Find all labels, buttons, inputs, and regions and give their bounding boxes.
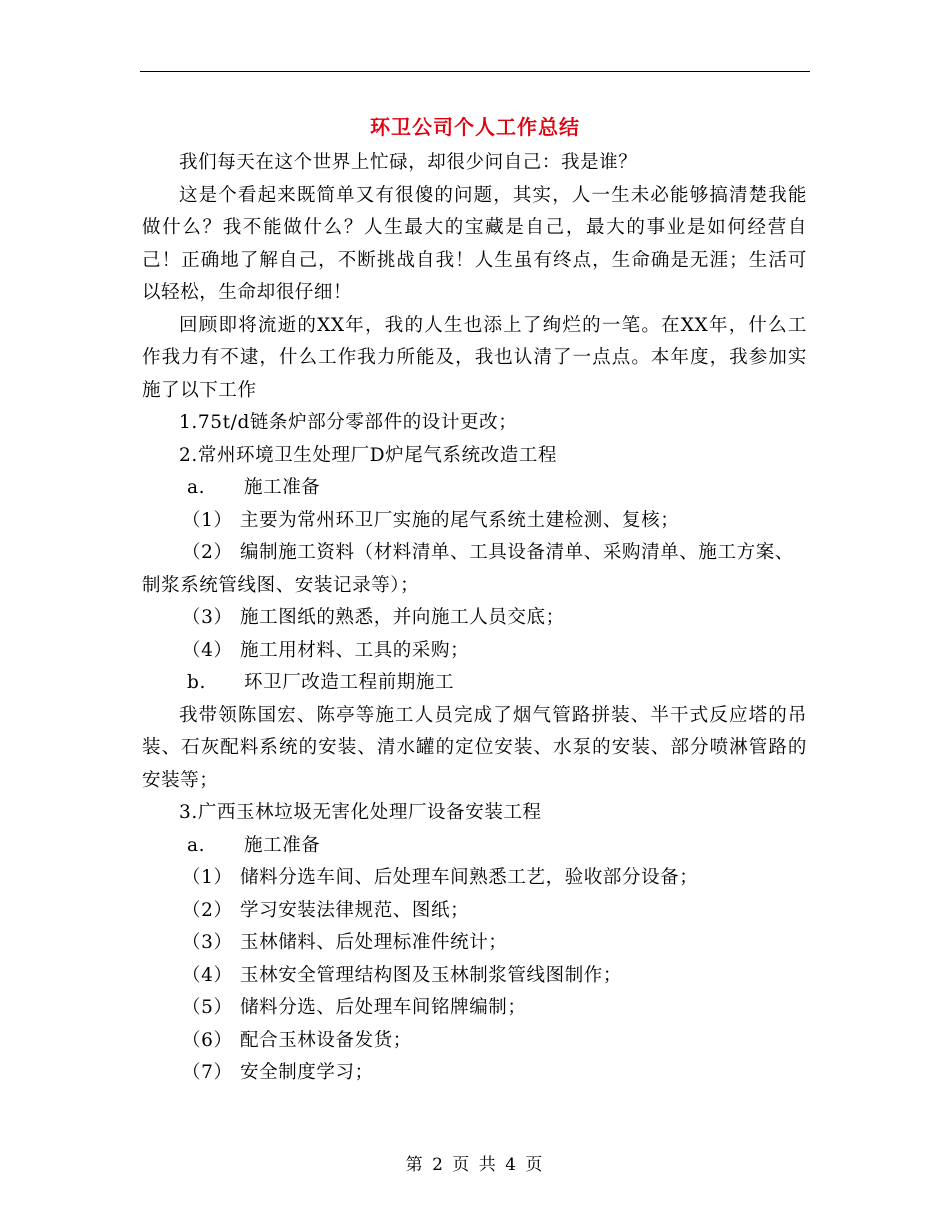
paragraph-intro: 我们每天在这个世界上忙碌，却很少问自己：我是谁？ (179, 152, 638, 173)
sub-marker: a. (187, 834, 206, 856)
list-item-text: 配合玉林设备发货； (240, 1029, 412, 1051)
list-item (142, 960, 807, 993)
list-marker: （1） (182, 867, 233, 888)
list-marker: （4） (182, 639, 233, 661)
sub-marker: b. (187, 672, 206, 693)
page-number: 第 2 页 共 4 页 (405, 1155, 545, 1175)
list-item-text: 编制施工资料（材料清单、工具设备清单、采购清单、施工方案、制浆系统管线图、安装记录等）； (142, 542, 794, 596)
list-item (142, 992, 807, 1025)
list-item-text: 主要为常州环卫厂实施的尾气系统土建检测、复核； (240, 509, 680, 531)
list-item (142, 1025, 807, 1058)
sub-heading: 环卫厂改造工程前期施工 (244, 672, 455, 693)
paragraph-construction: 我带领陈国宏、陈亭等施工人员完成了烟气管路拼装、半干式反应塔的吊装、石灰配料系统的安装、清水罐的定位安装、水泵的安装、部分喷淋管路的安装等； (142, 704, 807, 791)
work-item-2: 2.常州环境卫生处理厂D炉尾气系统改造工程 (179, 444, 558, 466)
list-marker: （2） (182, 899, 233, 921)
list-item-text: 学习安装法律规范、图纸； (240, 899, 470, 921)
list-item (142, 537, 807, 602)
header-rule (140, 71, 810, 72)
list-item-text: 安全制度学习； (240, 1062, 374, 1083)
work-item-3: 3.广西玉林垃圾无害化处理厂设备安装工程 (179, 802, 542, 823)
sub-heading: 施工准备 (244, 834, 321, 856)
list-marker: （3） (182, 607, 233, 628)
list-marker: （3） (182, 932, 233, 953)
list-marker: （4） (182, 964, 233, 986)
list-item (142, 895, 807, 928)
list-marker: （5） (182, 997, 233, 1018)
list-item (142, 635, 807, 668)
section2-sub-a (142, 472, 807, 505)
list-item (142, 602, 807, 635)
document-body (142, 147, 807, 1090)
work-item-1: 1.75t/d链条炉部分零部件的设计更改； (179, 412, 518, 433)
list-item-text: 玉林储料、后处理标准件统计； (240, 932, 508, 953)
list-item-text: 玉林安全管理结构图及玉林制浆管线图制作； (240, 964, 623, 986)
sub-marker: a. (187, 477, 206, 498)
section2-sub-b (142, 667, 807, 700)
paragraph-reflection: 这是个看起来既简单又有很傻的问题，其实，人一生未必能够搞清楚我能做什么？我不能做什么？人生最大的宝藏是自己，最大的事业是如何经营自己！正确地了解自己，不断挑战自我！人生虽有终点，生命确是无涯；生活可以轻松，生命却很仔细！ (142, 184, 807, 303)
list-item (142, 505, 807, 538)
list-marker: （2） (182, 542, 233, 563)
list-marker: （1） (182, 509, 233, 531)
paragraph-review: 回顾即将流逝的XX年，我的人生也添上了绚烂的一笔。在XX年，什么工作我力有不逮，什么工作我力所能及，我也认清了一点点。本年度，我参加实施了以下工作 (142, 314, 807, 401)
list-item-text: 施工用材料、工具的采购； (240, 639, 470, 661)
list-item-text: 储料分选车间、后处理车间熟悉工艺，验收部分设备； (240, 867, 699, 888)
list-item (142, 1057, 807, 1090)
section3-sub-a (142, 830, 807, 863)
list-marker: （6） (182, 1029, 233, 1051)
list-item-text: 储料分选、后处理车间铭牌编制； (240, 997, 527, 1018)
list-item (142, 862, 807, 895)
list-item (142, 927, 807, 960)
document-title: 环卫公司个人工作总结 (370, 115, 580, 139)
list-marker: （7） (182, 1062, 233, 1083)
list-item-text: 施工图纸的熟悉，并向施工人员交底； (240, 607, 565, 628)
sub-heading: 施工准备 (244, 477, 321, 498)
